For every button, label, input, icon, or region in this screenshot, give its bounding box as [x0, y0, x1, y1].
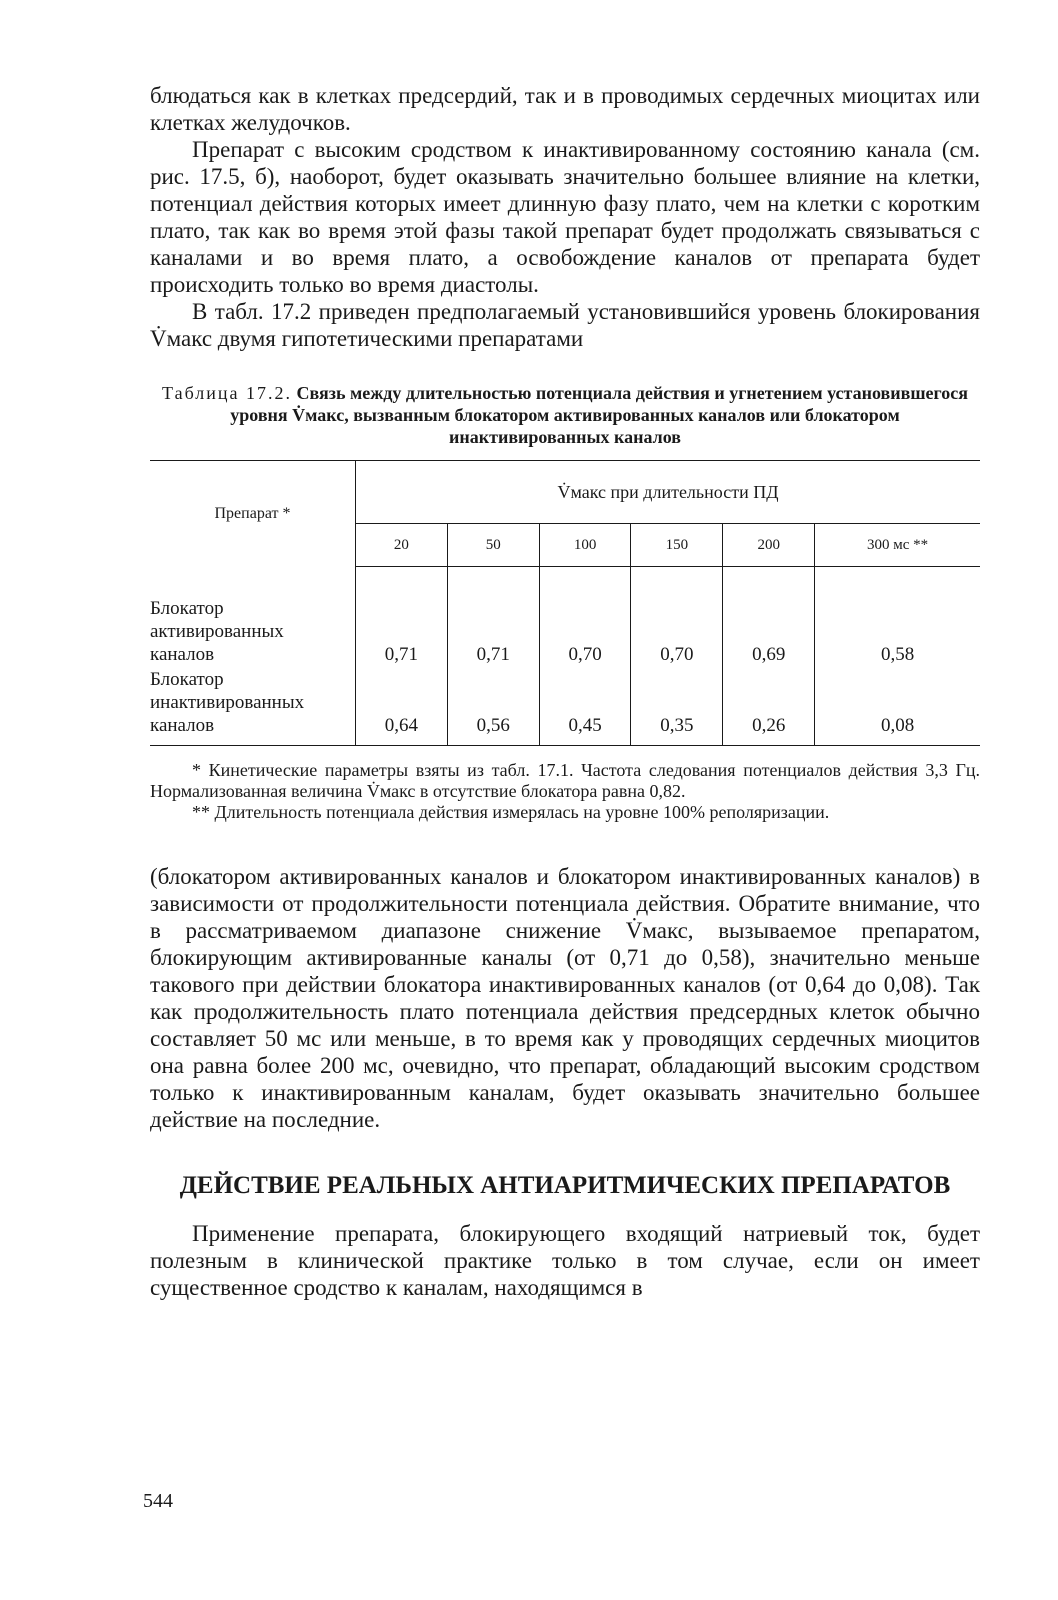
paragraph: (блокатором активированных каналов и блокатором инактивированных каналов) в зависимости от продолжительности потенциала действия. Обратите внимание, что в рассматриваемом диапазоне снижение V̇макс, вызываемое препаратом, блокирующим активированные каналы (от 0,71 до 0,58), значительно меньше такового при действии блокатора инактивированных каналов (от 0,64 до 0,08). Так как продолжительность плато потенциала действия предсердных клеток обычно составляет 50 мс или меньше, в то время как у проводящих сердечных миоцитов она равна более 200 мс, очевидно, что препарат, обладающий высоким сродством только к инактивированным каналам, будет оказывать значительно большее действие на последние. — [150, 863, 980, 1132]
column-header-duration: 150 — [631, 524, 723, 567]
footnote: ** Длительность потенциала действия измерялась на уровне 100% реполяризации. — [192, 801, 830, 822]
table-cell: 0,70 — [539, 567, 631, 668]
paragraph: Препарат с высоким сродством к инактивированному состоянию канала (см. рис. 17.5, б), наоборот, будет оказывать значительно большее влияние на клетки, потенциал действия которых имеет длинную фазу плато, чем на клетки с коротким плато, так как во время этой фазы такой препарат будет продолжать связываться с каналами и во время плато, а освобождение каналов от препарата будет происходить только во время диастолы. — [150, 137, 980, 297]
table-caption-label: Таблица 17.2. — [162, 383, 293, 403]
table-footnotes — [150, 760, 980, 823]
paragraph: блюдаться как в клетках предсердий, так и в проводимых сердечных миоцитах или клетках желудочков. — [150, 83, 980, 135]
table-caption — [150, 382, 980, 448]
table-cell: 0,70 — [631, 567, 723, 668]
row-label: Блокатор активированных каналов — [150, 567, 356, 668]
column-header-duration: 200 — [723, 524, 815, 567]
table-cell: 0,26 — [723, 668, 815, 746]
table-cell: 0,56 — [447, 668, 539, 746]
table-caption-text: Связь между длительностью потенциала действия и угнетением установившегося уровня V̇макс, вызванным блокатором активированных каналов или блокатором инактивированных каналов — [230, 383, 968, 447]
table-cell: 0,71 — [356, 567, 448, 668]
column-header-duration: 20 — [356, 524, 448, 567]
table-row — [150, 567, 980, 668]
table-row — [150, 668, 980, 746]
column-header-duration: 50 — [447, 524, 539, 567]
paragraph: Применение препарата, блокирующего входящий натриевый ток, будет полезным в клинической практике только в том случае, если он имеет существенное сродство к каналам, находящимся в — [150, 1220, 980, 1300]
page-body — [150, 82, 980, 1301]
table-cell: 0,64 — [356, 668, 448, 746]
page-number: 544 — [143, 1490, 173, 1512]
column-header-duration: 300 мс ** — [815, 524, 980, 567]
paragraph: В табл. 17.2 приведен предполагаемый установившийся уровень блокирования V̇макс двумя гипотетическими препаратами — [150, 299, 980, 351]
table-cell: 0,08 — [815, 668, 980, 746]
table-cell: 0,58 — [880, 643, 915, 665]
table-cell: 0,69 — [723, 567, 815, 668]
footnote: * Кинетические параметры взяты из табл. 17.1. Частота следования потенциалов действия 3,3 Гц. Нормализованная величина V̇макс в отсутствие блокатора равна 0,82. — [150, 759, 980, 801]
column-header-duration: 100 — [539, 524, 631, 567]
section-heading: ДЕЙСТВИЕ РЕАЛЬНЫХ АНТИАРИТМИЧЕСКИХ ПРЕПАРАТОВ — [179, 1171, 951, 1199]
column-header-drug: Препарат * — [150, 461, 356, 567]
data-table — [150, 460, 980, 746]
column-group-header: V̇макс при длительности ПД — [356, 461, 981, 524]
table-cell: 0,35 — [631, 668, 723, 746]
row-label: Блокатор инактивированных каналов — [150, 668, 356, 746]
table-cell: 0,71 — [447, 567, 539, 668]
table-cell: 0,45 — [539, 668, 631, 746]
